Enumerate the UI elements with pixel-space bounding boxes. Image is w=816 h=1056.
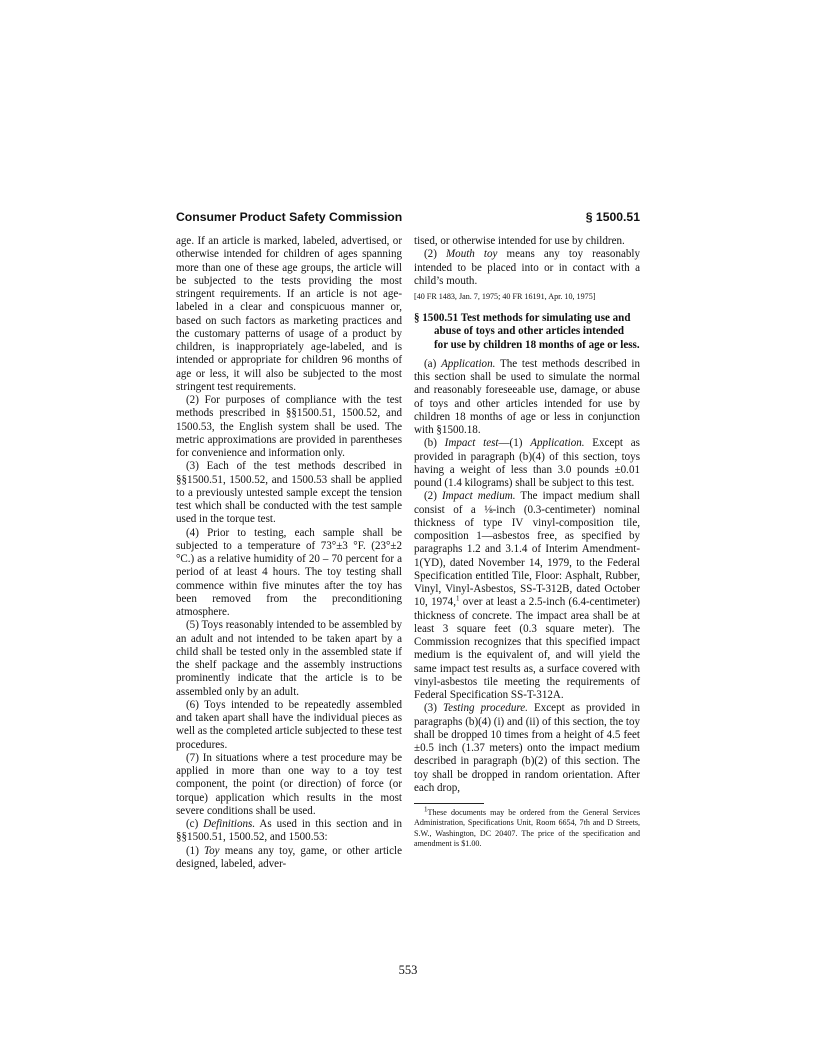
- paragraph-application: (a) Application. The test methods described in this section shall be used to simulate the normal and reasonably foreseeable use, damage, or abuse of toys and other articles intended for use by children 18 months of age or less in conjunction with §1500.18.: [414, 357, 640, 437]
- paragraph-impact-medium: (2) Impact medium. The impact medium shall consist of a ⅛-inch (0.3-centimeter) nominal thickness of type IV vinyl-composition tile, composition 1—asbestos free, as specified by paragraphs 1.2 and 3.1.4 of Interim Amendment-1(YD), dated November 14, 1979, to the Federal Specification entitled Tile, Floor: Asphalt, Rubber, Vinyl, Vinyl-Asbestos, SS-T-312B, dated October 10, 1974,$^1$ over at least a 2.5-inch (6.4-centimeter) thickness of concrete. The impact area shall be at least 3 square feet (0.3 square meter). The Commission recognizes that this specified impact medium is the equivalent of, and will yield the same impact test results as, a surface covered with vinyl-asbestos tile meeting the requirements of Federal Specification SS-T-312A.: [414, 490, 640, 702]
- paragraph-toy-continuation: tised, or otherwise intended for use by children.: [414, 235, 625, 247]
- citation: [40 FR 1483, Jan. 7, 1975; 40 FR 16191, Apr. 10, 1975]: [414, 292, 596, 301]
- footnote-divider: [414, 803, 484, 804]
- paragraph-english-system: (2) For purposes of compliance with the test methods prescribed in §§1500.51, 1500.52, and 1500.53, the English system shall be used. The metric approximations are provided in parentheses for convenience and information only.: [176, 394, 402, 459]
- footnote-reference: 1: [455, 594, 460, 603]
- paragraph-adult-assembly: (5) Toys reasonably intended to be assembled by an adult and not intended to be taken apart by a child shall be tested only in the assembled state if the shelf package and the assembly instructions prominently indicate that the article is to be assembled only by an adult.: [176, 619, 402, 698]
- section-heading: § 1500.51 Test methods for simulating use and abuse of toys and other articles intended for use by children 18 months of age or less.: [414, 312, 640, 351]
- header-agency-title: Consumer Product Safety Commission: [176, 210, 403, 224]
- paragraph-untested-sample: (3) Each of the test methods described in §§1500.51, 1500.52, and 1500.53 shall be applied to a previously untested sample except the tension test which shall be conducted with the test sample used in the torque test.: [176, 460, 402, 526]
- paragraph-preconditioning: (4) Prior to testing, each sample shall be subjected to a temperature of 73°±3 °F. (23°±2 °C.) as a relative humidity of 20 – 70 percent for a period of at least 4 hours. The toy testing shall commence within five minutes after the toy has been removed from the preconditioning atmosphere.: [176, 526, 402, 618]
- footnote: $^1$These documents may be ordered from the General Services Administration, Specifications Unit, Room 6654, 7th and D Streets, S.W., Washington, DC 20407. The price of the specification and amendment is $1.00.: [414, 805, 640, 848]
- mouth-toy-term: Mouth toy: [445, 248, 498, 261]
- page-number: 553: [398, 963, 418, 977]
- header-section-number: § 1500.51: [585, 210, 640, 224]
- left-column: [176, 235, 402, 871]
- application-term: Application.: [441, 357, 496, 370]
- impact-test-term: Impact test: [444, 437, 499, 450]
- definitions-term: Definitions.: [203, 818, 256, 830]
- testing-procedure-term: Testing procedure.: [442, 702, 528, 715]
- paragraph-definitions: (c) Definitions. As used in this section and in §§1500.51, 1500.52, and 1500.53:: [176, 818, 402, 844]
- footnote-mark: 1: [424, 805, 428, 814]
- paragraph-repeated-assembly: (6) Toys intended to be repeatedly assembled and taken apart shall have the individual pieces as well as the completed article subjected to these test procedures.: [176, 698, 402, 751]
- paragraph-testing-procedure: (3) Testing procedure. Except as provided in paragraphs (b)(4) (i) and (ii) of this section, the toy shall be dropped 10 times from a height of 4.5 feet ±0.5 inch (1.37 meters) onto the impact medium described in paragraph (b)(2) of this section. The toy shall be dropped in random orientation. After each drop,: [414, 702, 640, 794]
- impact-medium-term: Impact medium.: [441, 490, 516, 503]
- impact-application-term: Application.: [530, 437, 585, 450]
- paragraph-impact-test: (b) Impact test—(1) Application. Except as provided in paragraph (b)(4) of this section, toys having a weight of less than 3.0 pounds ±0.01 pound (1.4 kilograms) shall be subject to this test.: [414, 437, 640, 490]
- right-column: [414, 235, 640, 849]
- running-header: [176, 210, 640, 228]
- paragraph-toy-definition: (1) Toy means any toy, game, or other article designed, labeled, adver-: [176, 844, 402, 870]
- toy-term: Toy: [204, 844, 220, 857]
- paragraph-mouth-toy: (2) Mouth toy means any toy reasonably intended to be placed into or in contact with a child’s mouth.: [414, 248, 640, 287]
- paragraph-force-application: (7) In situations where a test procedure may be applied in more than one way to a toy test component, the point (or direction) of force (or torque) application which results in the most severe conditions shall be used.: [176, 751, 402, 817]
- paragraph-age-groups: age. If an article is marked, labeled, advertised, or otherwise intended for children of ages spanning more than one of these age groups, the article will be subjected to the tests providing the most stringent requirements. If an article is not age-labeled in a clear and conspicuous manner or, based on such factors as marketing practices and the customary patterns of usage of a product by children, is inappropriately age-labeled, and is intended or appropriate for children 96 months of age or less, it will also be subjected to the most stringent test requirements.: [176, 235, 402, 393]
